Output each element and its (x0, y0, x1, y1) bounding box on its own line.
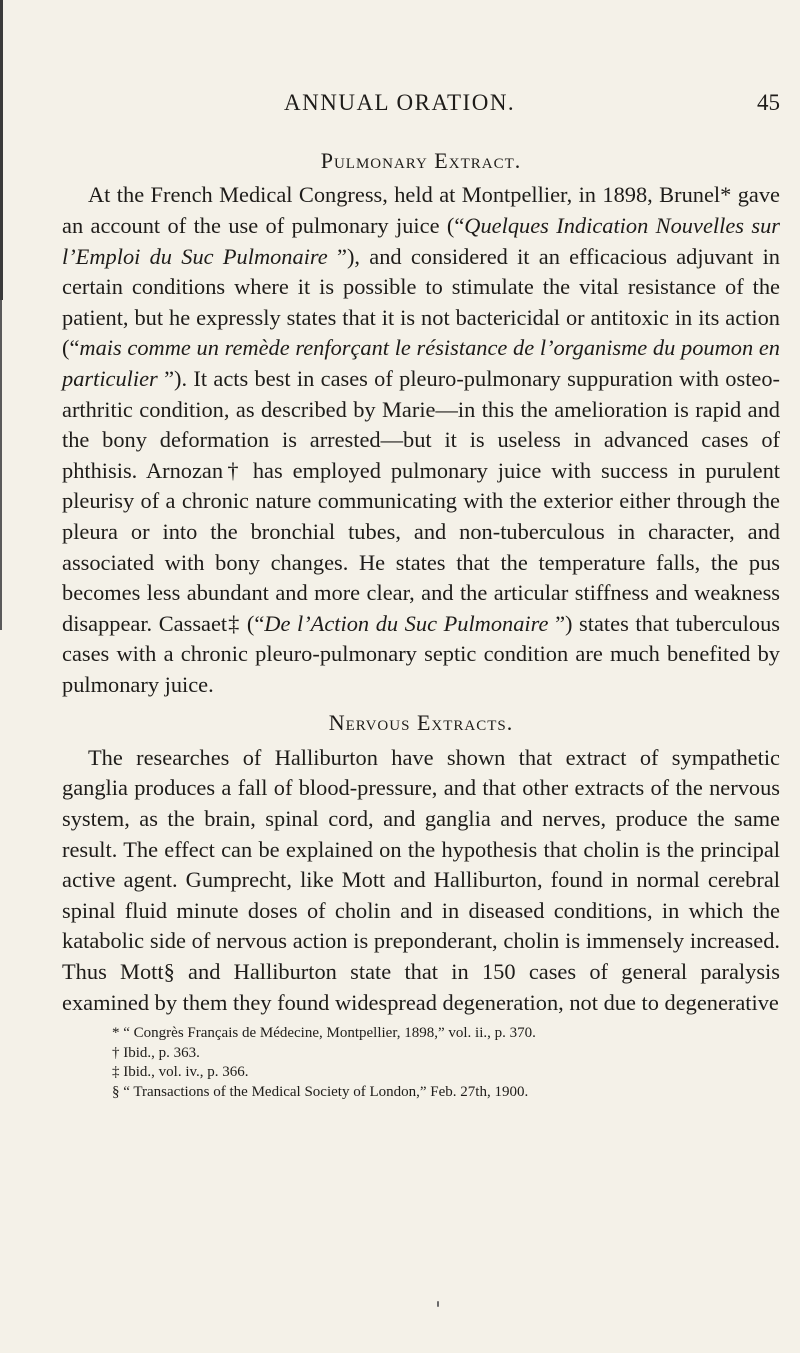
italic-title-run: Quelques Indication Nouvelles sur l’Emploi du Suc Pulmonaire (62, 212, 780, 269)
page-edge-line-lower (0, 300, 2, 630)
footnotes (62, 1024, 780, 1102)
paragraph-pulmonary (62, 180, 780, 700)
footnote-3: ‡ Ibid., vol. iv., p. 366. (112, 1064, 249, 1081)
text-run: At the French Medical Congress, held at Montpellier, in 1898, Brunel* gave an account of the use of pulmonary juice (“ (62, 182, 780, 238)
text-run: ”) states that tuberculous cases with a chronic pleuro-pulmonary septic condition are much benefited by pulmonary juice. (62, 610, 781, 697)
section-heading-pulmonary: Pulmonary Extract. (320, 148, 522, 173)
page-edge-line (0, 0, 3, 300)
section-heading-nervous: Nervous Extracts. (328, 710, 514, 736)
running-title: ANNUAL ORATION. (284, 90, 516, 115)
paragraph-nervous: The researches of Halliburton have shown that extract of sympathetic ganglia produces a fall of blood-pressure, and that other extracts of the nervous system, as the brain, spinal cord, and ganglia and nerves, produce the same result. The effect can be explained on the hypothesis that cholin is the principal active agent. Gumprecht, like Mott and Halliburton, found in normal cerebral spinal fluid minute doses of cholin and in diseased conditions, in which the katabolic side of nervous action is preponderant, cholin is immensely increased. Thus Mott§ and Halliburton state that in 150 cases of general paralysis examined by them they found widespread degeneration, not due to degenerative (62, 744, 780, 1015)
text-run: ”), and considered it an efficacious adjuvant in certain conditions where it is possible to stimulate the vital resistance of the patient, but he expressly states that it is not bactericidal or antitoxic in its action (“ (62, 243, 781, 361)
footnote-4: § “ Transactions of the Medical Society of London,” Feb. 27th, 1900. (112, 1083, 529, 1100)
footnote-1: * “ Congrès Français de Médecine, Montpellier, 1898,” vol. ii., p. 370. (112, 1025, 536, 1042)
running-header (62, 90, 780, 126)
print-speck (437, 1301, 439, 1307)
italic-quote-run: mais comme un remède renforçant le résistance de l’organisme du poumon en particulier (62, 335, 780, 391)
book-page (62, 90, 780, 1102)
italic-title-run: De l’Action du Suc Pulmonaire (264, 610, 549, 636)
footnote-2: † Ibid., p. 363. (112, 1044, 200, 1061)
text-run: ”). It acts best in cases of pleuro-pulmonary suppuration with osteo-arthritic condition, as described by Marie—in this the amelioration is rapid and the bony deformation is arrested—but it is useless in advanced cases of phthisis. Arnozan† has employed pulmonary juice with success in purulent pleurisy of a chronic nature communicating with the exterior either through the pleura or into the bronchial tubes, and non-tuberculous in character, and associated with bony changes. He states that the temperature falls, the pus becomes less abundant and more clear, and the articular stiffness and weakness disappear. Cassaet‡ (“ (62, 365, 780, 636)
page-number: 45 (757, 90, 780, 115)
